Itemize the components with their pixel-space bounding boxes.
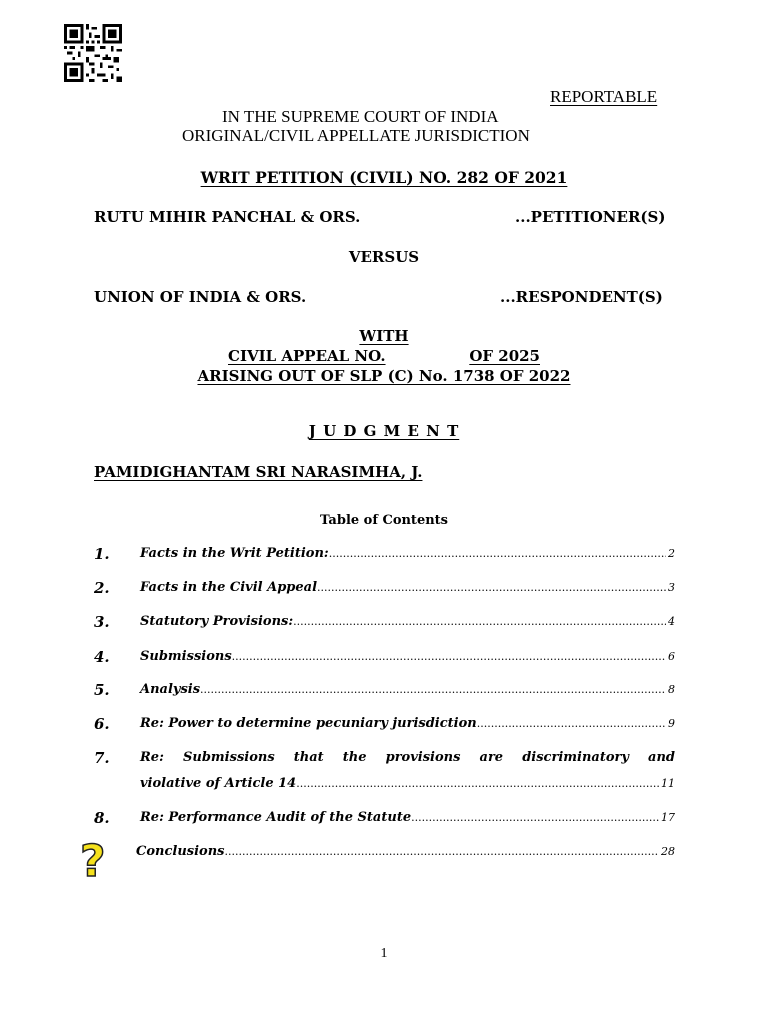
toc-heading: Table of Contents bbox=[320, 513, 448, 528]
toc-item-page: 4 bbox=[668, 615, 675, 628]
writ-petition-number: WRIT PETITION (CIVIL) NO. 282 OF 2021 bbox=[200, 168, 568, 187]
toc-leader-dots bbox=[224, 845, 659, 858]
toc-item-title: Statutory Provisions: bbox=[140, 614, 294, 629]
toc-item[interactable] bbox=[140, 614, 675, 629]
toc-item-page: 2 bbox=[668, 547, 675, 560]
toc-leader-dots bbox=[329, 547, 666, 560]
question-mark-icon[interactable]: ? bbox=[80, 836, 106, 887]
toc-leader-dots bbox=[293, 615, 666, 628]
toc-item-title: Re: Power to determine pecuniary jurisdiction bbox=[140, 716, 477, 731]
toc-item-number: 7. bbox=[94, 749, 110, 767]
toc-item[interactable] bbox=[136, 844, 675, 859]
versus-label: VERSUS bbox=[348, 248, 420, 266]
petitioner-role: ...PETITIONER(S) bbox=[515, 208, 666, 226]
jurisdiction: ORIGINAL/CIVIL APPELLATE JURISDICTION bbox=[182, 126, 530, 145]
toc-item[interactable] bbox=[140, 580, 675, 595]
toc-item-page: 6 bbox=[668, 650, 675, 663]
judgment-heading: J U D G M E N T bbox=[308, 422, 460, 440]
toc-item-page: 28 bbox=[661, 845, 675, 858]
page-number: 1 bbox=[380, 946, 388, 961]
arising-out-of: ARISING OUT OF SLP (C) No. 1738 OF 2022 bbox=[197, 367, 571, 385]
civil-appeal-label: CIVIL APPEAL NO. bbox=[228, 347, 386, 365]
toc-item-title: Submissions bbox=[140, 649, 232, 664]
toc-item-number: 1. bbox=[94, 545, 110, 563]
toc-item[interactable] bbox=[140, 682, 675, 697]
judge-name: PAMIDIGHANTAM SRI NARASIMHA, J. bbox=[94, 463, 423, 481]
toc-leader-dots bbox=[200, 683, 666, 696]
qr-code-icon bbox=[62, 24, 124, 82]
toc-item-page: 9 bbox=[668, 717, 675, 730]
toc-item-number: 5. bbox=[94, 681, 110, 699]
respondent-role: ...RESPONDENT(S) bbox=[500, 288, 663, 306]
toc-leader-dots bbox=[317, 581, 666, 594]
toc-item[interactable] bbox=[140, 716, 675, 731]
toc-item-title-line1[interactable]: Re: Submissions that the provisions are discriminatory and bbox=[140, 750, 675, 765]
toc-item-title: Re: Performance Audit of the Statute bbox=[140, 810, 412, 825]
respondent-name: UNION OF INDIA & ORS. bbox=[94, 288, 307, 306]
toc-item[interactable] bbox=[140, 649, 675, 664]
with-label: WITH bbox=[359, 327, 409, 345]
toc-item-number: 3. bbox=[94, 613, 110, 631]
toc-item-page: 17 bbox=[661, 811, 675, 824]
toc-item-page: 8 bbox=[668, 683, 675, 696]
toc-item[interactable] bbox=[140, 776, 675, 791]
toc-item-number: 4. bbox=[94, 648, 110, 666]
toc-item-page: 11 bbox=[661, 777, 675, 790]
toc-leader-dots bbox=[411, 811, 659, 824]
civil-appeal-line bbox=[228, 347, 540, 365]
toc-item-number: 8. bbox=[94, 809, 110, 827]
civil-appeal-year: OF 2025 bbox=[469, 347, 540, 365]
petitioner-name: RUTU MIHIR PANCHAL & ORS. bbox=[94, 208, 361, 226]
toc-item-page: 3 bbox=[668, 581, 675, 594]
court-name: IN THE SUPREME COURT OF INDIA bbox=[222, 107, 499, 126]
toc-item-title: Conclusions bbox=[136, 844, 225, 859]
toc-leader-dots bbox=[232, 650, 666, 663]
toc-leader-dots bbox=[296, 777, 659, 790]
toc-item-title: Analysis bbox=[140, 682, 201, 697]
toc-item-number: 2. bbox=[94, 579, 110, 597]
toc-leader-dots bbox=[477, 717, 666, 730]
toc-item-number: 6. bbox=[94, 715, 110, 733]
toc-item[interactable] bbox=[140, 810, 675, 825]
reportable-label: REPORTABLE bbox=[550, 87, 658, 106]
toc-item-title-line2: violative of Article 14 bbox=[140, 776, 297, 791]
toc-item-title: Facts in the Writ Petition: bbox=[140, 546, 329, 561]
toc-item-title: Facts in the Civil Appeal bbox=[140, 580, 318, 595]
toc-item[interactable] bbox=[140, 546, 675, 561]
